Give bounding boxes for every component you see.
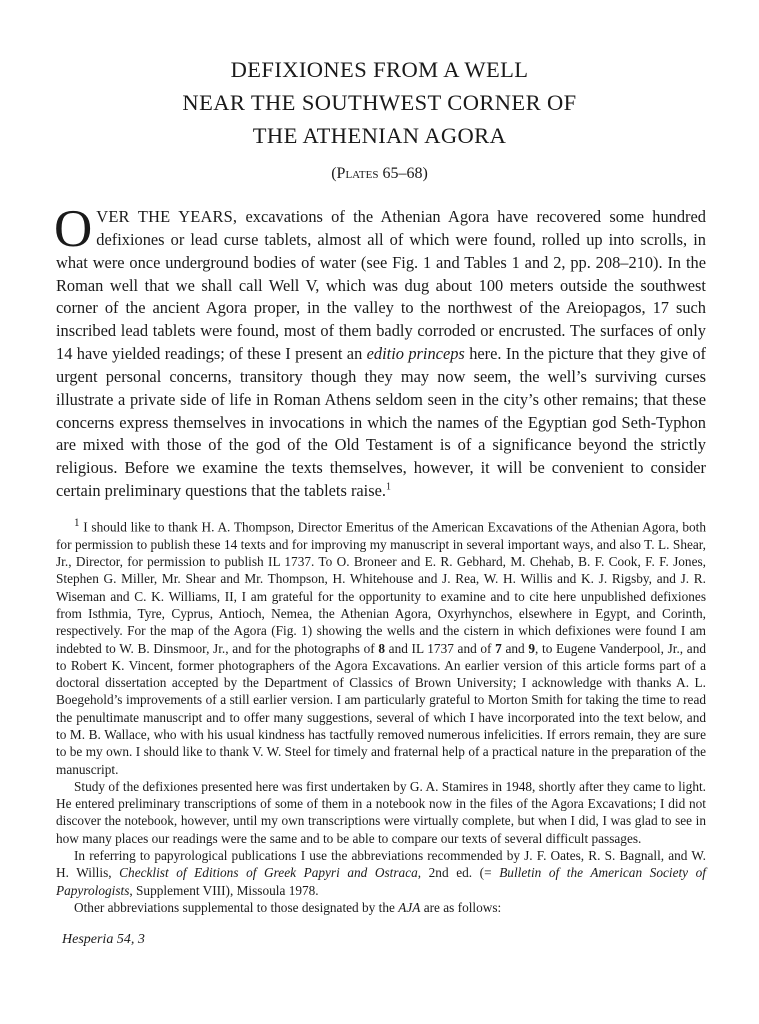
footnote-paragraph-2: Study of the defixiones presented here was first undertaken by G. A. Stamires in 1948, shortly after they came to light. He entered preliminary transcriptions of some of them in a notebook now in the files of the Agora Excavations; I did not discover the notebook, however, until my own transcriptions were virtually complete, but when I did, I was glad to see in how many places our readings were the same and to be able to compare our texts of several difficult passages. bbox=[56, 778, 706, 846]
footnote-1: $^1$ I should like to thank H. A. Thompson, Director Emeritus of the American Excavations of the Athenian Agora, both for permission to publish these 14 texts and for improving my manuscript in several important ways, and also T. L. Shear, Jr., Director, for permission to publish IL 1737. To O. Broneer and E. R. Gebhard, M. Chehab, B. F. Cook, F. F. Jones, Stephen G. Miller, Mr. Shear and Mr. Thompson, H. Whitehouse and J. Rea, W. H. Willis and K. J. Rigsby, and J. R. Wiseman and C. K. Williams, II, I am grateful for the opportunity to examine and to cite here unpublished defixiones from Isthmia, Tyre, Cyprus, Antioch, Nemea, the Athenian Agora, Oxyrhynchos, elsewhere in Egypt, and Corinth, respectively. For the map of the Agora (Fig. 1) showing the wells and the cistern in which defixiones were found I am indebted to W. B. Dinsmoor, Jr., and for the photographs of 8 and IL 1737 and of 7 and 9, to Eugene Vanderpool, Jr., and to Robert K. Vincent, former photographers of the Agora Excavations. An earlier version of this article forms part of a doctoral dissertation accepted by the Department of Classics of Brown University; I acknowledge with thanks A. L. Boegehold’s improvements of a still earlier version. I am particularly grateful to Morton Smith for taking the time to read the penultimate manuscript and to offer many suggestions, several of which I have incorporated into the text below, and to M. B. Wallace, who with his usual kindness has tactfully removed numerous infelicities. If errors remain, they are sure to be my own. I should like to thank V. W. Steel for timely and fraternal help of a practical nature in the preparation of the manuscript. bbox=[56, 517, 706, 777]
plates-label: Plates bbox=[336, 165, 379, 182]
footnote-ref: 1 bbox=[385, 481, 391, 493]
title-line-1: DEFIXIONES FROM A WELL bbox=[230, 57, 529, 82]
editio-princeps: editio princeps bbox=[366, 344, 465, 364]
drop-cap: O bbox=[54, 200, 93, 258]
journal-citation: Hesperia 54, 3 bbox=[62, 932, 145, 947]
footnote-paragraph-3: In referring to papyrological publications I use the abbreviations recommended by J. F. Oates, R. S. Bagnall, and W. H. Willis, Checklist of Editions of Greek Papyri and Ostraca, 2nd ed. (= Bulletin of the American Society of Papyrologists, Supplement VIII), Missoula 1978. bbox=[56, 848, 707, 898]
body-paragraph: OVER THE YEARS, excavations of the Athenian Agora have recovered some hundred defixiones or lead curse tablets, almost all of which were found, rolled up into scrolls, in what were once underground bodies of water (see Fig. 1 and Tables 1 and 2, pp. 208–210). In the Roman well that we shall call Well V, which was dug about 100 meters outside the southwest corner of the ancient Agora proper, in the valley to the northwest of the Areiopagos, 17 such inscribed lead tablets were found, most of them badly corroded or encrusted. The surfaces of only 14 have yielded readings; of these I present an editio princeps here. In the picture that they give of urgent personal concerns, transitory though they may now seem, the well’s surviving curses illustrate a private side of life in Roman Athens seldom seen in the city’s other remains; that these concerns express themselves in invocations in which the names of the Egyptian god Seth-Typhon are mixed with those of the god of the Old Testament is of a significance beyond the strictly religious. Before we examine the texts themselves, however, it will be convenient to consider certain preliminary questions that the tablets raise.$^1$ bbox=[54, 200, 706, 501]
lead-in: VER THE YEARS, bbox=[96, 207, 238, 226]
plates-reference: (Plates 65–68) bbox=[331, 165, 428, 182]
plates-range: 65–68) bbox=[378, 165, 428, 182]
footnotes bbox=[56, 515, 706, 916]
footnote-paragraph-4: Other abbreviations supplemental to those designated by the AJA are as follows: bbox=[74, 899, 502, 915]
title-line-2: NEAR THE SOUTHWEST CORNER OF bbox=[182, 90, 577, 115]
footnote-marker: 1 bbox=[74, 517, 80, 529]
title-line-3: THE ATHENIAN AGORA bbox=[252, 123, 507, 148]
article-title bbox=[0, 53, 759, 152]
